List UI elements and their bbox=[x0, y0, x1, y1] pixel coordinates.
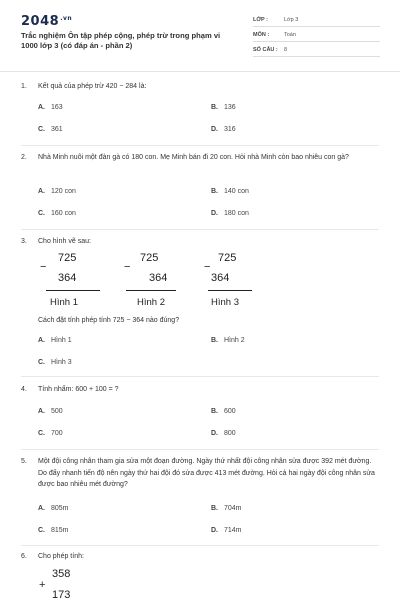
minus-sign: − bbox=[124, 261, 131, 273]
q1-option-d[interactable] bbox=[211, 126, 236, 133]
option-letter: C. bbox=[38, 210, 45, 217]
meta-divider bbox=[253, 26, 380, 27]
option-text: 700 bbox=[51, 430, 63, 437]
figure-caption: Hình 3 bbox=[211, 297, 239, 308]
figure-hinh-2 bbox=[121, 250, 191, 312]
meta-divider bbox=[253, 41, 380, 42]
figure-bottom-number: 364 bbox=[149, 272, 168, 284]
option-text: Hình 2 bbox=[224, 337, 245, 344]
figure-bottom-number: 364 bbox=[58, 272, 77, 284]
figure-caption: Hình 1 bbox=[50, 297, 78, 308]
option-letter: A. bbox=[38, 408, 45, 415]
option-text: 714m bbox=[224, 527, 242, 534]
meta-count-key: SỐ CÂU : bbox=[253, 47, 278, 53]
q5-option-b[interactable] bbox=[211, 505, 242, 512]
q1-option-c[interactable] bbox=[38, 126, 63, 133]
option-text: 500 bbox=[51, 408, 63, 415]
q2-option-c[interactable] bbox=[38, 210, 76, 217]
question-text: Cho hình vẽ sau: bbox=[38, 238, 91, 245]
option-text: 805m bbox=[51, 505, 69, 512]
option-letter: B. bbox=[211, 408, 218, 415]
option-letter: A. bbox=[38, 337, 45, 344]
question-prompt-text: Cách đặt tính phép tính 725 − 364 nào đúng? bbox=[38, 317, 180, 324]
option-letter: D. bbox=[211, 527, 218, 534]
q5-option-d[interactable] bbox=[211, 527, 242, 534]
meta-subject-key: MÔN : bbox=[253, 32, 270, 38]
figure-bottom-number: 364 bbox=[211, 272, 230, 284]
meta-class-value: Lớp 3 bbox=[284, 17, 299, 23]
option-letter: C. bbox=[38, 527, 45, 534]
question-text: Kết quả của phép trừ 420 − 284 là: bbox=[38, 83, 147, 90]
figure-rule bbox=[126, 290, 176, 291]
logo-suffix: .vn bbox=[60, 14, 73, 22]
option-text: 600 bbox=[224, 408, 236, 415]
q1-option-a[interactable] bbox=[38, 104, 63, 111]
figure-top-number: 725 bbox=[58, 252, 77, 264]
question-number: 6. bbox=[21, 553, 27, 560]
question-divider bbox=[21, 545, 379, 546]
q3-option-a[interactable] bbox=[38, 337, 72, 344]
option-letter: B. bbox=[211, 104, 218, 111]
figure-caption: Hình 2 bbox=[137, 297, 165, 308]
q5-option-a[interactable] bbox=[38, 505, 69, 512]
option-letter: C. bbox=[38, 359, 45, 366]
figure-top-number: 358 bbox=[52, 568, 71, 580]
option-text: 120 con bbox=[51, 188, 76, 195]
option-text: 800 bbox=[224, 430, 236, 437]
question-3-prompt bbox=[38, 315, 179, 327]
question-number: 4. bbox=[21, 386, 27, 393]
figure-hinh-1 bbox=[38, 250, 108, 312]
question-text: Một đội công nhân tham gia sửa một đoạn đường. Ngày thứ nhất đội công nhân sửa được 392 mét đường. Do đẩy nhanh tiến độ nên ngày thứ hai đội đó sửa được 413 mét đường. Hỏi cả hai ngày đội công nhân sửa được bao nhiêu mét đường? bbox=[38, 458, 375, 488]
minus-sign: − bbox=[204, 261, 211, 273]
option-letter: B. bbox=[211, 188, 218, 195]
question-number: 3. bbox=[21, 238, 27, 245]
q4-option-a[interactable] bbox=[38, 408, 63, 415]
figure-addition bbox=[38, 566, 98, 600]
meta-count-value: 8 bbox=[284, 47, 288, 53]
question-number: 2. bbox=[21, 154, 27, 161]
q2-option-a[interactable] bbox=[38, 188, 76, 195]
q2-option-d[interactable] bbox=[211, 210, 249, 217]
option-letter: A. bbox=[38, 188, 45, 195]
option-letter: B. bbox=[211, 337, 218, 344]
option-letter: D. bbox=[211, 210, 218, 217]
option-text: 316 bbox=[224, 126, 236, 133]
q2-option-b[interactable] bbox=[211, 188, 249, 195]
option-letter: D. bbox=[211, 430, 218, 437]
q4-option-c[interactable] bbox=[38, 430, 63, 437]
plus-sign: + bbox=[39, 579, 46, 591]
figure-rule bbox=[46, 290, 100, 291]
option-text: 815m bbox=[51, 527, 69, 534]
option-text: 163 bbox=[51, 104, 63, 111]
option-letter: A. bbox=[38, 104, 45, 111]
option-letter: C. bbox=[38, 430, 45, 437]
q3-option-c[interactable] bbox=[38, 359, 72, 366]
header-divider bbox=[0, 71, 400, 72]
question-divider bbox=[21, 229, 379, 230]
question-divider bbox=[21, 376, 379, 377]
question-text: Nhà Minh nuôi một đàn gà có 180 con. Mẹ Minh bán đi 20 con. Hỏi nhà Minh còn bao nhiêu con gà? bbox=[38, 154, 349, 161]
option-text: 160 con bbox=[51, 210, 76, 217]
option-text: 180 con bbox=[224, 210, 249, 217]
option-text: Hình 3 bbox=[51, 359, 72, 366]
question-text: Cho phép tính: bbox=[38, 553, 84, 560]
logo-text: 2048 bbox=[21, 14, 60, 29]
minus-sign: − bbox=[40, 261, 47, 273]
question-divider bbox=[21, 145, 379, 146]
meta-class-key: LỚP : bbox=[253, 17, 268, 23]
question-number: 1. bbox=[21, 83, 27, 90]
option-text: 140 con bbox=[224, 188, 249, 195]
option-letter: A. bbox=[38, 505, 45, 512]
option-text: Hình 1 bbox=[51, 337, 72, 344]
q4-option-b[interactable] bbox=[211, 408, 236, 415]
figure-bottom-number: 173 bbox=[52, 589, 71, 601]
option-text: 361 bbox=[51, 126, 63, 133]
page-title: Trắc nghiệm Ôn tập phép cộng, phép trừ trong phạm vi 1000 lớp 3 (có đáp án - phần 2) bbox=[21, 31, 221, 50]
option-text: 704m bbox=[224, 505, 242, 512]
option-text: 136 bbox=[224, 104, 236, 111]
q1-option-b[interactable] bbox=[211, 104, 236, 111]
question-divider bbox=[21, 449, 379, 450]
question-text: Tính nhẩm: 600 + 100 = ? bbox=[38, 386, 119, 393]
figure-top-number: 725 bbox=[140, 252, 159, 264]
figure-hinh-3 bbox=[203, 250, 273, 312]
meta-divider bbox=[253, 56, 380, 57]
q4-option-d[interactable] bbox=[211, 430, 236, 437]
option-letter: C. bbox=[38, 126, 45, 133]
q3-option-b[interactable] bbox=[211, 337, 245, 344]
site-logo[interactable] bbox=[21, 14, 72, 29]
q5-option-c[interactable] bbox=[38, 527, 69, 534]
figure-top-number: 725 bbox=[218, 252, 237, 264]
question-number: 5. bbox=[21, 458, 27, 465]
option-letter: B. bbox=[211, 505, 218, 512]
figure-rule bbox=[208, 290, 252, 291]
meta-subject-value: Toán bbox=[284, 32, 296, 38]
option-letter: D. bbox=[211, 126, 218, 133]
